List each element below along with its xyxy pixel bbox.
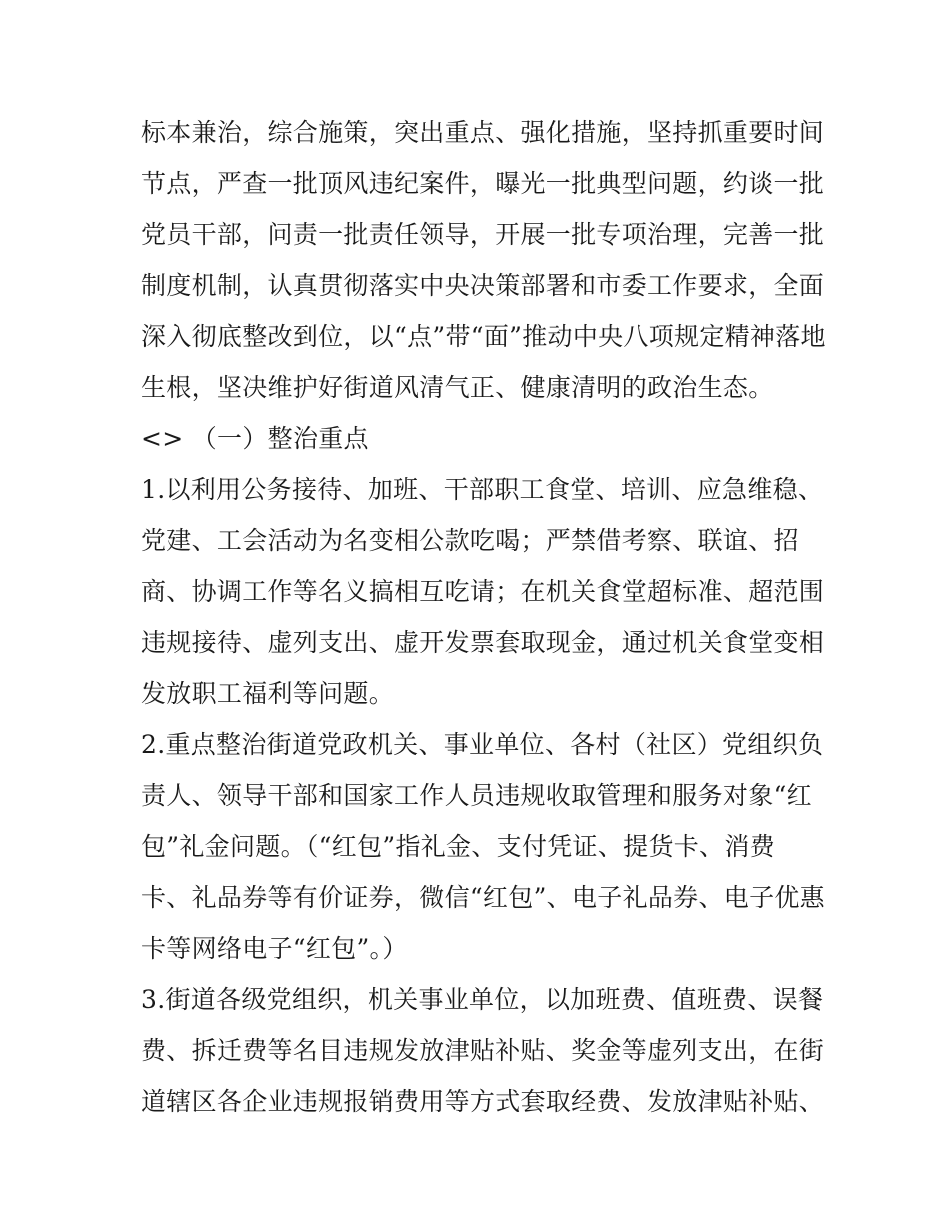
list-item-line: 3.街道各级党组织，机关事业单位，以加班费、值班费、误餐	[141, 985, 824, 1014]
paragraph-line: 节点，严查一批顶风违纪案件，曝光一批典型问题，约谈一批	[141, 169, 825, 198]
paragraph-line: 标本兼治，综合施策，突出重点、强化措施，坚持抓重要时间	[141, 118, 825, 147]
list-item-line: 包”礼金问题。（“红包”指礼金、支付凭证、提货卡、消费	[141, 832, 775, 861]
section-heading: <> （一）整治重点	[141, 424, 369, 453]
list-item-line: 违规接待、虚列支出、虚开发票套取现金，通过机关食堂变相	[141, 628, 825, 657]
list-item-line: 费、拆迁费等名目违规发放津贴补贴、奖金等虚列支出，在街	[141, 1036, 825, 1065]
paragraph-line: 生根，坚决维护好街道风清气正、健康清明的政治生态。	[141, 373, 774, 402]
list-item-line: 党建、工会活动为名变相公款吃喝；严禁借考察、联谊、招	[141, 526, 799, 555]
list-item-line: 2.重点整治街道党政机关、事业单位、各村（社区）党组织负	[141, 730, 824, 759]
list-item-line: 责人、领导干部和国家工作人员违规收取管理和服务对象“红	[141, 781, 812, 810]
paragraph-line: 党员干部，问责一批责任领导，开展一批专项治理，完善一批	[141, 220, 825, 249]
list-item-line: 道辖区各企业违规报销费用等方式套取经费、发放津贴补贴、	[141, 1087, 825, 1116]
list-item-line: 卡、礼品券等有价证券，微信“红包”、电子礼品券、电子优惠	[141, 883, 825, 912]
list-item-line: 卡等网络电子“红包”。）	[141, 934, 408, 963]
list-item-line: 商、协调工作等名义搞相互吃请；在机关食堂超标准、超范围	[141, 577, 825, 606]
document-body	[141, 107, 826, 1127]
list-item-line: 发放职工福利等问题。	[141, 679, 395, 708]
paragraph-line: 深入彻底整改到位，以“点”带“面”推动中央八项规定精神落地	[141, 322, 826, 351]
list-item-line: 1.以利用公务接待、加班、干部职工食堂、培训、应急维稳、	[141, 475, 824, 504]
paragraph-line: 制度机制，认真贯彻落实中央决策部署和市委工作要求，全面	[141, 271, 825, 300]
